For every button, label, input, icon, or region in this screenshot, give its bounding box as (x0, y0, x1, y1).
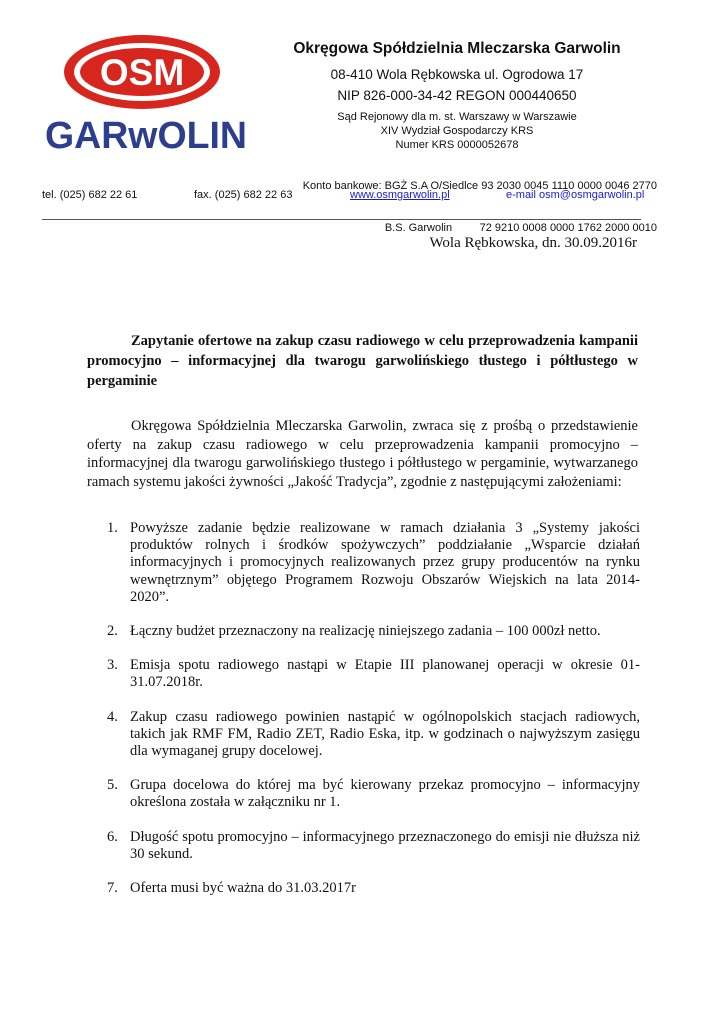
list-item (87, 520, 640, 606)
list-item (87, 880, 640, 897)
list-item-number: 3. (107, 657, 118, 674)
list-item (87, 623, 640, 640)
list-item (87, 829, 640, 863)
letter-intro: Okręgowa Spółdzielnia Mleczarska Garwolin, zwraca się z prośbą o przedstawienie oferty na zakup czasu radiowego w celu przeprowadzenia kampanii promocyjno – informacyjnej dla twarogu garwolińskiego tłustego i półtłustego w pergaminie, wytwarzanego ramach systemu jakości żywności „Jakość Tradycja”, zgodnie z następującymi założeniami: (87, 418, 638, 490)
osm-garwolin-logo (42, 32, 252, 156)
list-item-text: Powyższe zadanie będzie realizowane w ramach działania 3 „Systemy jakości produktów rolnych i środków spożywczych” poddziałanie „Wsparcie działań informacyjnych i promocyjnych realizowanych przez grupy producentów na rynku wewnętrznym” objętego Programem Rozwoju Obszarów Wiejskich na lata 2014-2020”. (130, 520, 640, 605)
email-link[interactable]: e-mail osm@osmgarwolin.pl (506, 189, 645, 201)
requirements-list (87, 520, 640, 897)
list-item-number: 5. (107, 777, 118, 794)
list-item-text: Długość spotu promocyjno – informacyjnego przeznaczonego do emisji nie dłuższa niż 30 sekund. (130, 828, 640, 862)
list-item-number: 6. (107, 828, 118, 845)
company-court-division: XIV Wydział Gospodarczy KRS (380, 125, 534, 137)
list-item-text: Emisja spotu radiowego nastąpi w Etapie III planowanej operacji w okresie 01-31.07.2018r. (130, 657, 640, 691)
list-item-number: 4. (107, 708, 118, 725)
company-court: Sąd Rejonowy dla m. st. Warszawy w Warszawie (337, 111, 577, 123)
website-link[interactable]: www.osmgarwolin.pl (350, 189, 450, 201)
company-krs: Numer KRS 0000052678 (395, 139, 519, 151)
logo-osm-text: OSM (99, 52, 185, 93)
list-item (87, 657, 640, 691)
list-item-text: Oferta musi być ważna do 31.03.2017r (130, 880, 356, 897)
header-divider (42, 219, 641, 220)
bank-account-bgz: Konto bankowe: BGŻ S.A O/Siedlce 93 2030 0045 1110 0000 0046 2770 (302, 180, 657, 192)
list-item-text: Grupa docelowa do której ma być kierowany przekaz promocyjno – informacyjny określona została w załączniku nr 1. (130, 777, 640, 811)
company-nip-regon: NIP 826-000-34-42 REGON 000440650 (337, 88, 577, 103)
company-header (257, 40, 657, 152)
phone-number: tel. (025) 682 22 61 (42, 189, 138, 201)
list-item-number: 1. (107, 520, 118, 536)
list-item-text: Zakup czasu radiowego powinien nastąpić w ogólnopolskich stacjach radiowych, takich jak RMF FM, Radio ZET, Radio Eska, itp. w godzinach o najwyższym zasięgu dla wymaganej grupy docelowej. (130, 708, 640, 760)
bank-account-bs: B.S. Garwolin 72 9210 0008 0000 1762 2000 0010 (384, 222, 657, 234)
list-item-number: 2. (107, 623, 118, 640)
fax-number: fax. (025) 682 22 63 (194, 189, 293, 201)
list-item (87, 777, 640, 811)
list-item (87, 709, 640, 761)
list-item-number: 7. (107, 880, 118, 897)
company-name: Okręgowa Spółdzielnia Mleczarska Garwolin (293, 40, 621, 57)
list-item-text: Łączny budżet przeznaczony na realizację niniejszego zadania – 100 000zł netto. (130, 623, 601, 640)
logo-garwolin-text: GARwOLIN (45, 115, 247, 156)
contact-line (42, 189, 657, 205)
letter-date: Wola Rębkowska, dn. 30.09.2016r (429, 235, 637, 251)
letter-subject: Zapytanie ofertowe na zakup czasu radiowego w celu przeprowadzenia kampanii promocyjno – informacyjnej dla twarogu garwolińskiego tłustego i półtłustego w pergaminie (87, 333, 638, 389)
company-address: 08-410 Wola Rębkowska ul. Ogrodowa 17 (330, 67, 584, 82)
